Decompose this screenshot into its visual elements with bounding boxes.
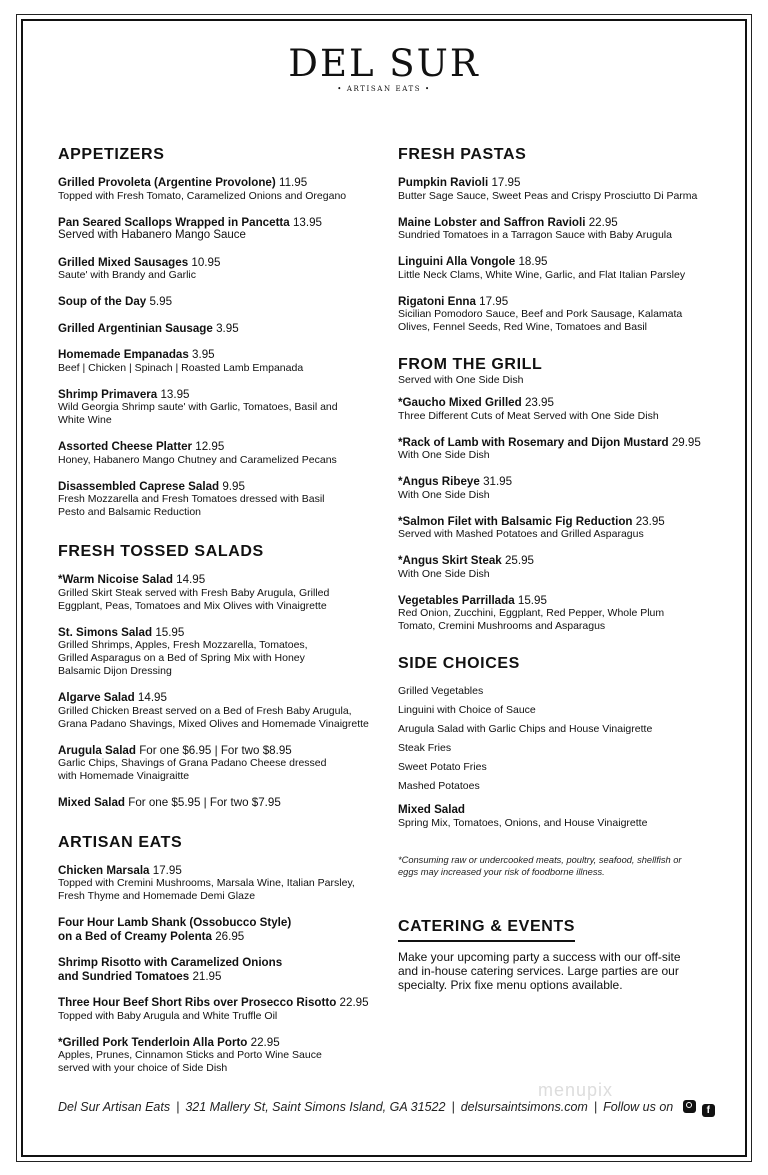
item-name: Mixed Salad bbox=[398, 803, 466, 816]
item-name: *Angus Skirt Steak bbox=[398, 554, 502, 567]
item-desc: Garlic Chips, Shavings of Grana Padano Cheese dressed with Homemade Vinaigraitte bbox=[58, 757, 327, 782]
menu-item bbox=[398, 594, 698, 634]
item-desc: Three Different Cuts of Meat Served with One Side Dish bbox=[398, 409, 659, 422]
logo-title: DEL SUR bbox=[288, 42, 480, 85]
menu-item bbox=[58, 573, 370, 613]
item-price: 31.95 bbox=[483, 475, 513, 488]
item-price: For one $5.95 | For two $7.95 bbox=[128, 796, 281, 809]
item-price: 25.95 bbox=[504, 554, 534, 567]
menu-item bbox=[58, 626, 370, 679]
side-item: Steak Fries bbox=[398, 742, 452, 754]
item-desc: With One Side Dish bbox=[398, 567, 490, 580]
item-name: *Warm Nicoise Salad bbox=[58, 573, 173, 586]
logo bbox=[0, 44, 768, 93]
menu-item bbox=[58, 348, 370, 375]
item-desc: Fresh Mozzarella and Fresh Tomatoes dressed with Basil Pesto and Balsamic Reduction bbox=[58, 493, 325, 518]
watermark: menupix bbox=[538, 1080, 614, 1100]
menu-item bbox=[58, 295, 370, 309]
item-price: 26.95 bbox=[215, 929, 245, 943]
right-column bbox=[398, 144, 701, 878]
item-name: *Rack of Lamb with Rosemary and Dijon Mustard bbox=[398, 435, 669, 449]
menu-item bbox=[58, 322, 370, 336]
item-price: 29.95 bbox=[671, 435, 701, 449]
item-desc: Topped with Cremini Mushrooms, Marsala Wine, Italian Parsley, Fresh Thyme and Homemade Demi Glaze bbox=[58, 877, 355, 902]
item-name: Vegetables Parrillada bbox=[398, 593, 515, 607]
item-name: Rigatoni Enna bbox=[398, 294, 476, 308]
footer-website[interactable]: delsursaintsimons.com bbox=[460, 1100, 588, 1114]
side-item: Sweet Potato Fries bbox=[398, 761, 487, 773]
logo-subtitle: • ARTISAN EATS • bbox=[337, 85, 431, 93]
item-name: St. Simons Salad bbox=[58, 625, 153, 639]
item-price: 11.95 bbox=[278, 176, 308, 189]
menu-item bbox=[58, 956, 370, 983]
item-name: Chicken Marsala bbox=[58, 863, 150, 877]
menu-item bbox=[398, 176, 698, 203]
instagram-icon[interactable] bbox=[683, 1100, 696, 1113]
artisan-title: ARTISAN EATS bbox=[58, 833, 183, 851]
item-desc: Beef | Chicken | Spinach | Roasted Lamb Empanada bbox=[58, 361, 304, 374]
item-price: 14.95 bbox=[176, 573, 206, 586]
item-name: Mixed Salad bbox=[58, 796, 126, 809]
footer-separator: | bbox=[593, 1100, 598, 1114]
item-name: Shrimp Risotto with Caramelized Onions and Sundried Tomatoes bbox=[58, 956, 283, 983]
item-name: Pan Seared Scallops Wrapped in Pancetta bbox=[58, 215, 290, 229]
item-price: 17.95 bbox=[479, 294, 509, 308]
footer-name: Del Sur Artisan Eats bbox=[58, 1100, 171, 1114]
item-name: Homemade Empanadas bbox=[58, 348, 189, 361]
item-name: Algarve Salad bbox=[58, 691, 135, 704]
side-item: Arugula Salad with Garlic Chips and House Vinaigrette bbox=[398, 723, 653, 735]
catering-text: Make your upcoming party a success with our off-site and in-house catering services. Large parties are our specialty. Prix fixe menu options available. bbox=[398, 950, 681, 992]
item-price: 23.95 bbox=[524, 396, 554, 409]
item-name: Grilled Provoleta (Argentine Provolone) bbox=[58, 176, 276, 189]
item-name: *Grilled Pork Tenderloin Alla Porto bbox=[58, 1035, 248, 1049]
item-price: 21.95 bbox=[192, 969, 222, 983]
item-desc: Red Onion, Zucchini, Eggplant, Red Pepper, Whole Plum Tomato, Cremini Mushrooms and Asparagus bbox=[398, 607, 665, 632]
item-price: 3.95 bbox=[192, 348, 215, 361]
item-price: 17.95 bbox=[491, 176, 521, 189]
menu-item bbox=[398, 554, 698, 581]
item-desc: Grilled Chicken Breast served on a Bed of Fresh Baby Arugula, Grana Padano Shavings, Mixed Olives and Homemade Vinaigrette bbox=[58, 704, 369, 730]
menu-item bbox=[398, 435, 701, 463]
item-price: For one $6.95 | For two $8.95 bbox=[139, 743, 292, 757]
menu-item bbox=[398, 475, 698, 502]
item-price: 15.95 bbox=[517, 593, 547, 607]
item-name: *Salmon Filet with Balsamic Fig Reduction bbox=[398, 514, 633, 528]
grill-title: FROM THE GRILL bbox=[398, 356, 543, 373]
sides-title: SIDE CHOICES bbox=[398, 655, 520, 672]
footer-separator: | bbox=[176, 1100, 180, 1114]
menu-item bbox=[58, 388, 370, 428]
item-name: *Angus Ribeye bbox=[398, 475, 480, 488]
item-name: Arugula Salad bbox=[58, 743, 136, 757]
side-item: Grilled Vegetables bbox=[398, 685, 484, 697]
menu-item bbox=[398, 216, 698, 243]
side-item: Linguini with Choice of Sauce bbox=[398, 704, 536, 716]
item-price: 22.95 bbox=[339, 996, 369, 1009]
footer-follow: Follow us on bbox=[603, 1100, 674, 1114]
item-price: 13.95 bbox=[160, 387, 190, 401]
item-name: Pumpkin Ravioli bbox=[398, 176, 489, 189]
item-desc: With One Side Dish bbox=[398, 449, 490, 461]
item-price: 12.95 bbox=[195, 440, 225, 453]
item-price: 5.95 bbox=[149, 295, 173, 308]
side-item: Mashed Potatoes bbox=[398, 780, 480, 792]
menu-item bbox=[58, 216, 370, 243]
item-price: 13.95 bbox=[292, 215, 322, 229]
item-name: Maine Lobster and Saffron Ravioli bbox=[398, 215, 586, 229]
item-desc: Grilled Skirt Steak served with Fresh Baby Arugula, Grilled Eggplant, Peas, Tomatoes and Mix Olives with Vinaigrette bbox=[58, 586, 330, 612]
menu-item bbox=[58, 916, 370, 943]
menu-item bbox=[58, 691, 370, 731]
menu-item bbox=[398, 295, 698, 335]
menu-item bbox=[398, 515, 698, 542]
footer bbox=[58, 1100, 718, 1117]
item-desc: Served with Habanero Mango Sauce bbox=[58, 229, 246, 241]
appetizers-title: APPETIZERS bbox=[58, 146, 165, 163]
menu-item bbox=[58, 256, 370, 283]
menu-item bbox=[58, 796, 370, 810]
item-desc: Honey, Habanero Mango Chutney and Caramelized Pecans bbox=[58, 453, 337, 466]
item-price: 3.95 bbox=[216, 321, 239, 335]
item-price: 17.95 bbox=[152, 863, 182, 877]
item-desc: Topped with Baby Arugula and White Truffle Oil bbox=[58, 1009, 278, 1022]
item-desc: Wild Georgia Shrimp saute' with Garlic, Tomatoes, Basil and White Wine bbox=[58, 401, 338, 426]
item-desc: Topped with Fresh Tomato, Caramelized Onions and Oregano bbox=[58, 189, 347, 202]
item-desc: Grilled Shrimps, Apples, Fresh Mozzarella, Tomatoes, Grilled Asparagus on a Bed of Spring Mix with Honey Balsamic Dijon Dressing bbox=[58, 639, 308, 677]
catering-section bbox=[398, 916, 698, 992]
item-name: *Gaucho Mixed Grilled bbox=[398, 396, 522, 409]
item-desc: Sicilian Pomodoro Sauce, Beef and Pork Sausage, Kalamata Olives, Fennel Seeds, Red Wine, Tomatoes and Basil bbox=[398, 308, 683, 333]
menu-item bbox=[398, 803, 698, 830]
facebook-icon[interactable]: f bbox=[702, 1104, 715, 1117]
menu-item bbox=[398, 255, 698, 282]
salads-title: FRESH TOSSED SALADS bbox=[58, 543, 264, 560]
item-name: Grilled Mixed Sausages bbox=[58, 255, 189, 269]
grill-note: Served with One Side Dish bbox=[398, 374, 524, 386]
item-desc: Apples, Prunes, Cinnamon Sticks and Porto Wine Sauce served with your choice of Side Dish bbox=[58, 1049, 322, 1074]
item-name: Linguini Alla Vongole bbox=[398, 255, 516, 268]
item-desc: With One Side Dish bbox=[398, 488, 490, 501]
item-desc: Butter Sage Sauce, Sweet Peas and Crispy Prosciutto Di Parma bbox=[398, 189, 698, 202]
item-price: 22.95 bbox=[250, 1035, 280, 1049]
item-desc: Little Neck Clams, White Wine, Garlic, and Flat Italian Parsley bbox=[398, 268, 686, 281]
footer-address: 321 Mallery St, Saint Simons Island, GA 31522 bbox=[185, 1100, 446, 1114]
pastas-title: FRESH PASTAS bbox=[398, 146, 527, 163]
menu-item bbox=[58, 996, 370, 1023]
item-price: 14.95 bbox=[137, 691, 167, 704]
item-price: 18.95 bbox=[518, 255, 548, 268]
disclaimer: *Consuming raw or undercooked meats, poultry, seafood, shellfish or eggs may increased your risk of foodborne illness. bbox=[398, 854, 682, 877]
item-price: 22.95 bbox=[588, 215, 618, 229]
catering-title: CATERING & EVENTS bbox=[398, 916, 575, 942]
menu-item bbox=[58, 864, 370, 904]
item-desc: Served with Mashed Potatoes and Grilled Asparagus bbox=[398, 528, 644, 540]
menu-item bbox=[398, 396, 698, 423]
item-desc: Spring Mix, Tomatoes, Onions, and House Vinaigrette bbox=[398, 816, 648, 829]
item-price: 23.95 bbox=[635, 514, 665, 528]
menu-item bbox=[58, 1036, 370, 1076]
item-name: Four Hour Lamb Shank (Ossobucco Style) on a Bed of Creamy Polenta bbox=[58, 916, 292, 943]
menu-item bbox=[58, 480, 370, 520]
item-price: 9.95 bbox=[222, 479, 245, 493]
item-desc: Saute' with Brandy and Garlic bbox=[58, 269, 196, 281]
item-name: Three Hour Beef Short Ribs over Prosecco Risotto bbox=[58, 996, 337, 1009]
item-price: 15.95 bbox=[155, 625, 185, 639]
menu-item bbox=[58, 176, 370, 203]
left-column bbox=[58, 144, 370, 1088]
item-name: Disassembled Caprese Salad bbox=[58, 479, 220, 493]
item-name: Grilled Argentinian Sausage bbox=[58, 321, 213, 335]
item-name: Assorted Cheese Platter bbox=[58, 440, 193, 453]
menu-item bbox=[58, 440, 370, 467]
item-name: Soup of the Day bbox=[58, 295, 147, 308]
item-name: Shrimp Primavera bbox=[58, 387, 158, 401]
item-price: 10.95 bbox=[191, 255, 221, 269]
menu-item bbox=[58, 744, 370, 784]
item-desc: Sundried Tomatoes in a Tarragon Sauce with Baby Arugula bbox=[398, 229, 672, 241]
footer-separator: | bbox=[451, 1100, 455, 1114]
